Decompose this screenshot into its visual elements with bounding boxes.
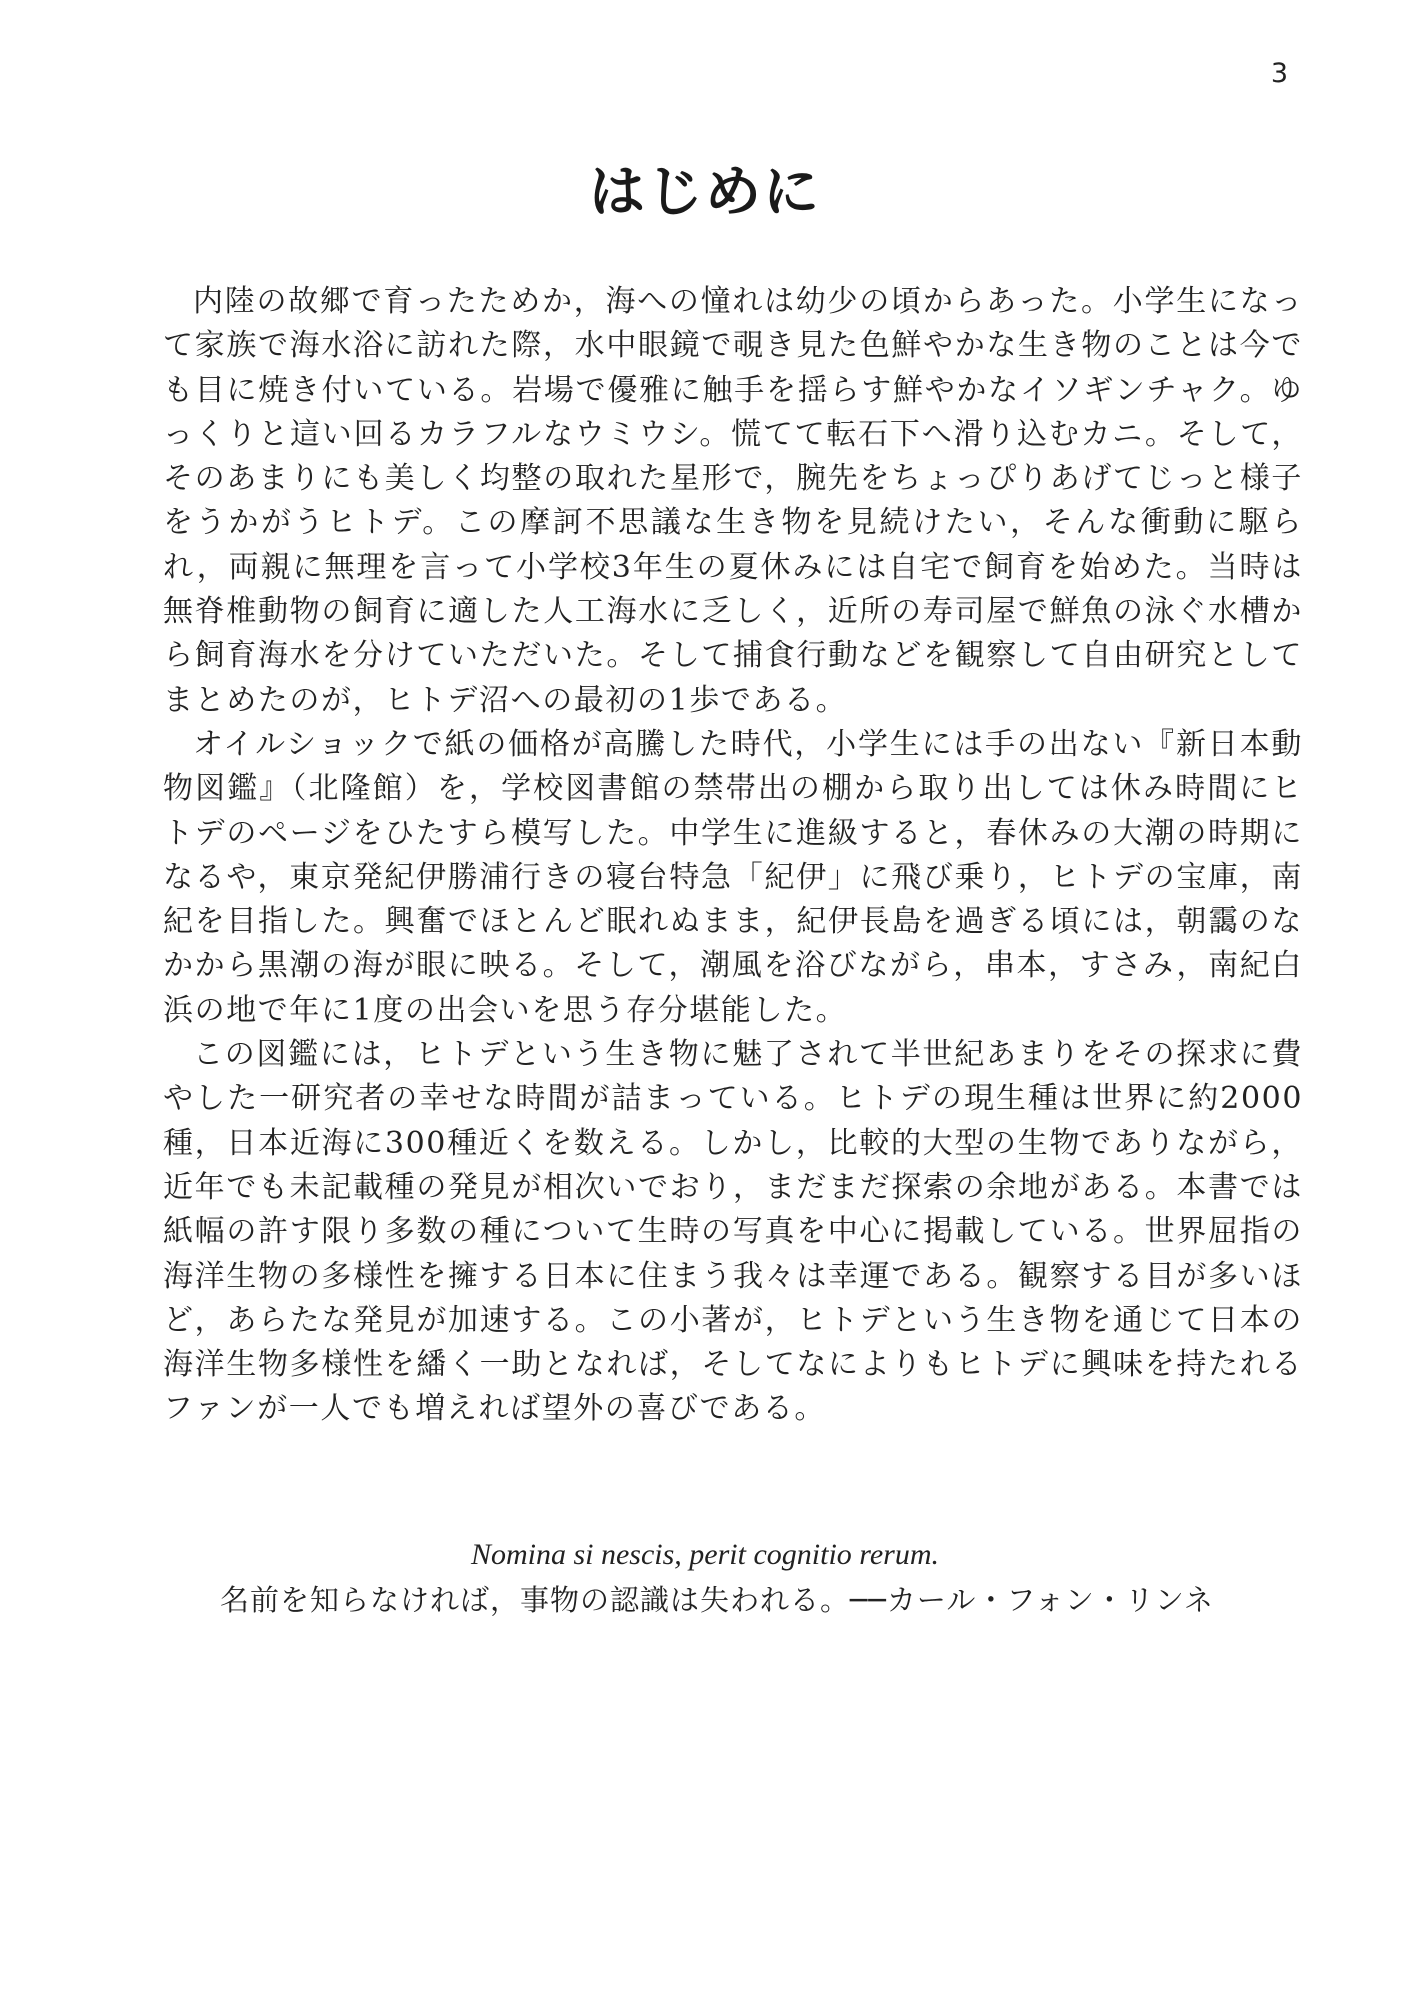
paragraph: 内陸の故郷で育ったためか，海への憧れは幼少の頃からあった。小学生になって家族で海水浴に訪れた際，水中眼鏡で覗き見た色鮮やかな生き物のことは今でも目に焼き付いている。岩場で優雅に触手を揺らす鮮やかなイソギンチャク。ゆっくりと這い回るカラフルなウミウシ。慌てて転石下へ滑り込むカニ。そして，そのあまりにも美しく均整の取れた星形で，腕先をちょっぴりあげてじっと様子をうかがうヒトデ。この摩訶不思議な生き物を見続けたい，そんな衝動に駆られ，両親に無理を言って小学校3年生の夏休みには自宅で飼育を始めた。当時は無脊椎動物の飼育に適した人工海水に乏しく，近所の寿司屋で鮮魚の泳ぐ水槽から飼育海水を分けていただいた。そして捕食行動などを観察して自由研究としてまとめたのが，ヒトデ沼への最初の1歩である。 bbox=[163, 284, 1303, 718]
body-text bbox=[163, 280, 1303, 1432]
chapter-title: はじめに bbox=[589, 160, 821, 225]
epigraph-translation: 名前を知らなければ，事物の認識は失われる。──カール・フォン・リンネ bbox=[219, 1583, 1215, 1617]
epigraph bbox=[0, 1533, 1410, 1623]
paragraph: オイルショックで紙の価格が高騰した時代，小学生には手の出ない『新日本動物図鑑』（北隆館）を，学校図書館の禁帯出の棚から取り出しては休み時間にヒトデのページをひたすら模写した。中学生に進級すると，春休みの大潮の時期になるや，東京発紀伊勝浦行きの寝台特急「紀伊」に飛び乗り，ヒトデの宝庫，南紀を目指した。興奮でほとんど眠れぬまま，紀伊長島を過ぎる頃には，朝靄のなかから黒潮の海が眼に映る。そして，潮風を浴びながら，串本，すさみ，南紀白浜の地で年に1度の出会いを思う存分堪能した。 bbox=[163, 726, 1303, 1028]
paragraph: この図鑑には，ヒトデという生き物に魅了されて半世紀あまりをその探求に費やした一研究者の幸せな時間が詰まっている。ヒトデの現生種は世界に約2000種，日本近海に300種近くを数える。しかし，比較的大型の生物でありながら，近年でも未記載種の発見が相次いでおり，まだまだ探索の余地がある。本書では紙幅の許す限り多数の種について生時の写真を中心に掲載している。世界屈指の海洋生物の多様性を擁する日本に住まう我々は幸運である。観察する目が多いほど，あらたな発見が加速する。この小著が，ヒトデという生き物を通じて日本の海洋生物多様性を繙く一助となれば，そしてなによりもヒトデに興味を持たれるファンが一人でも増えれば望外の喜びである。 bbox=[163, 1037, 1303, 1427]
epigraph-latin-quote: Nomina si nescis, perit cognitio rerum. bbox=[470, 1538, 940, 1571]
page-number: 3 bbox=[1270, 58, 1288, 89]
